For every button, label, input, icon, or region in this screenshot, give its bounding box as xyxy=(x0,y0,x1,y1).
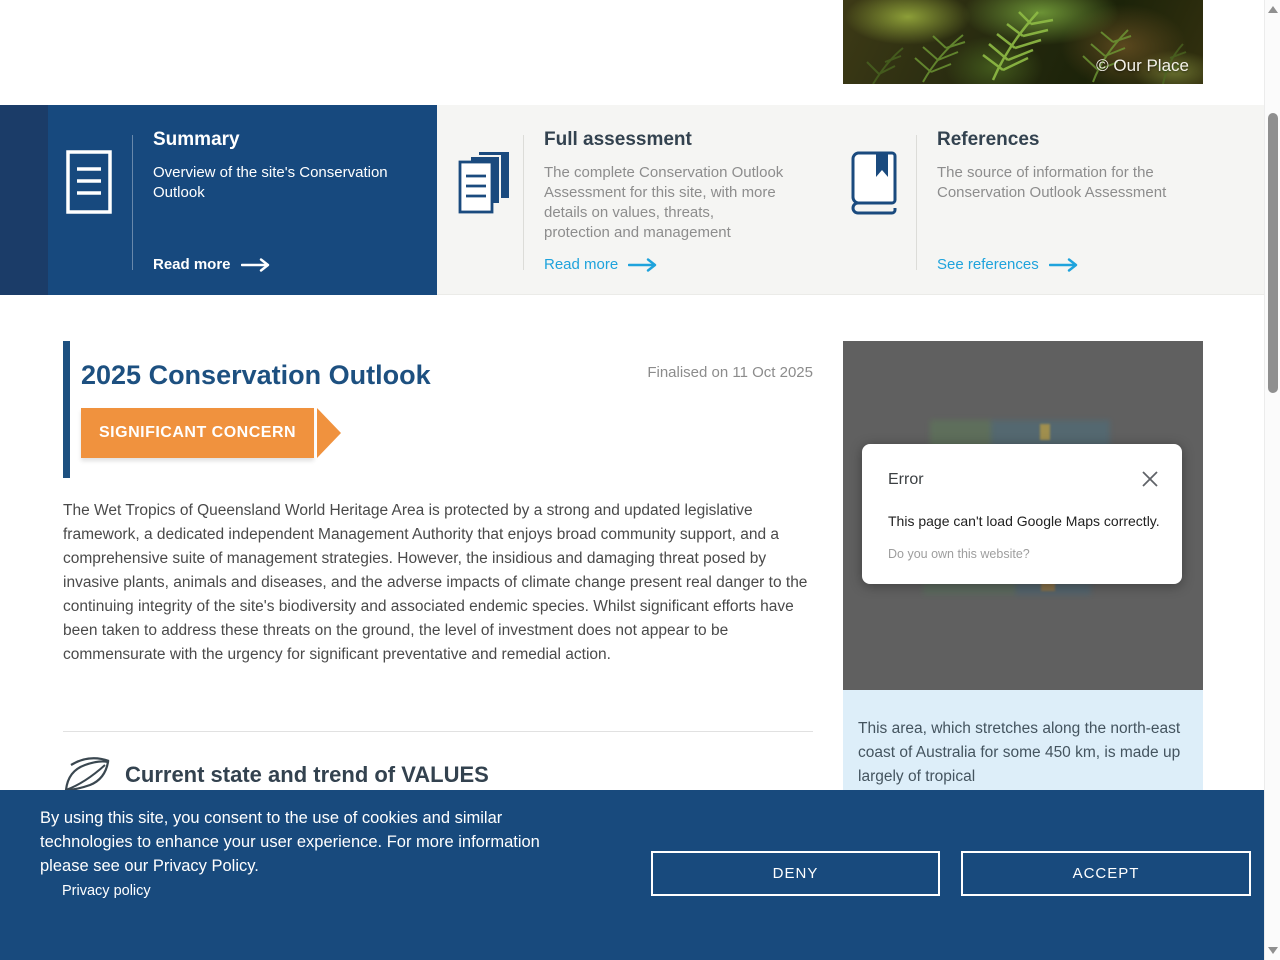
summary-read-more-link[interactable] xyxy=(153,256,271,273)
finalised-date: Finalised on 11 Oct 2025 xyxy=(647,364,813,381)
card-title: Full assessment xyxy=(544,129,692,150)
references-card[interactable] xyxy=(850,105,1264,295)
hero-photo xyxy=(843,0,1203,84)
accept-button[interactable]: ACCEPT xyxy=(961,851,1251,896)
card-title: Summary xyxy=(153,129,240,150)
deny-button[interactable]: DENY xyxy=(651,851,940,896)
book-icon xyxy=(850,150,914,221)
error-message: This page can't load Google Maps correctly. xyxy=(888,513,1160,529)
cookie-message: By using this site, you consent to the use of cookies and similar technologies to enhance your user experience. For more information please see our Privacy Policy. xyxy=(40,809,540,875)
map-panel[interactable] xyxy=(843,341,1203,690)
arrow-right-icon xyxy=(1049,258,1079,272)
card-title: References xyxy=(937,129,1040,150)
arrow-right-icon xyxy=(628,258,658,272)
full-assessment-card[interactable] xyxy=(437,105,850,295)
site-description-text: This area, which stretches along the north-east coast of Australia for some 450 km, is made up largely of tropical xyxy=(858,720,1181,785)
close-icon[interactable] xyxy=(1140,469,1160,489)
link-label: Read more xyxy=(153,256,231,273)
badge-arrow xyxy=(317,408,341,458)
values-section-header xyxy=(63,757,489,793)
document-icon xyxy=(66,150,130,219)
error-owner-link[interactable]: Do you own this website? xyxy=(888,547,1030,561)
scrollbar-thumb[interactable] xyxy=(1268,113,1278,393)
link-label: See references xyxy=(937,256,1039,273)
documents-stack-icon xyxy=(457,150,521,221)
card-description: The complete Conservation Outlook Assessment for this site, with more details on values, threats, protection and management xyxy=(544,164,784,241)
map-fragment xyxy=(1040,424,1050,440)
heading-accent-bar xyxy=(63,341,70,478)
section-title: Current state and trend of VALUES xyxy=(125,762,489,787)
cookie-consent-banner xyxy=(0,790,1264,960)
card-description: Overview of the site's Conservation Outlook xyxy=(153,164,388,201)
map-error-dialog xyxy=(862,444,1182,584)
scroll-down-icon[interactable] xyxy=(1268,947,1278,954)
link-label: Read more xyxy=(544,256,619,273)
rating-label: SIGNIFICANT CONCERN xyxy=(99,424,297,441)
outlook-title: 2025 Conservation Outlook xyxy=(81,360,431,390)
site-description-box xyxy=(843,690,1203,800)
scroll-up-icon[interactable] xyxy=(1268,6,1278,13)
privacy-policy-link[interactable]: Privacy policy xyxy=(62,883,151,899)
summary-card[interactable] xyxy=(0,105,437,295)
section-divider xyxy=(63,731,813,732)
full-assessment-read-more-link[interactable] xyxy=(544,256,658,273)
error-title: Error xyxy=(888,471,924,488)
see-references-link[interactable] xyxy=(937,256,1079,273)
leaf-icon xyxy=(63,757,111,793)
assessment-nav-cards xyxy=(0,105,1264,295)
photo-credit: © Our Place xyxy=(1096,56,1189,75)
card-description: The source of information for the Conservation Outlook Assessment xyxy=(937,164,1167,201)
arrow-right-icon xyxy=(241,258,271,272)
rating-badge xyxy=(81,408,314,458)
scrollbar[interactable] xyxy=(1264,0,1280,960)
outlook-summary-paragraph: The Wet Tropics of Queensland World Heritage Area is protected by a strong and updated legislative framework, a dedicated independent Management Authority that enjoys broad community support, and a comprehensive suite of management strategies. However, the insidious and damaging threat posed by invasive plants, animals and diseases, and the adverse impacts of climate change present real danger to the continuing integrity of the site's biodiversity and associated endemic species. Whilst significant efforts have been taken to address these threats on the ground, the level of investment does not appear to be commensurate with the urgency for significant preventative and remedial action. xyxy=(63,502,808,663)
